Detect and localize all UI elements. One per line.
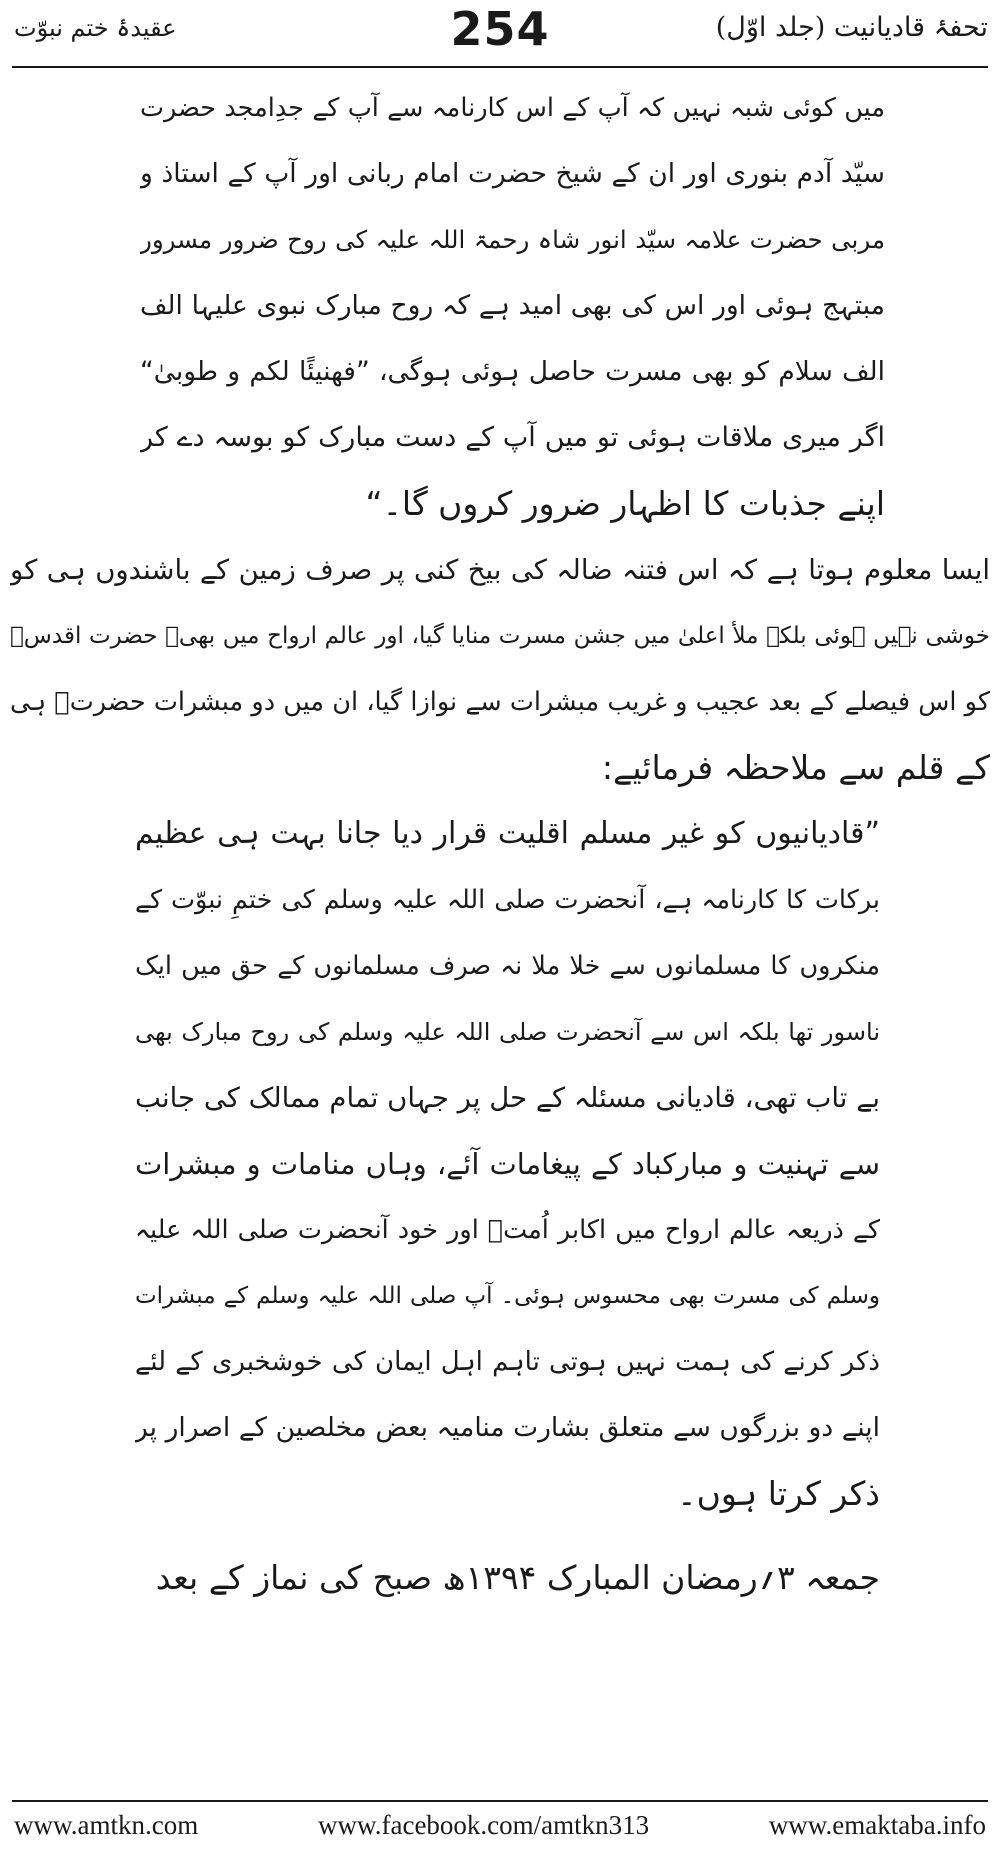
quote1-line: مبتہج ہوئی اور اس کی بھی امید ہے کہ روح مبارک نبوی علیہا الف xyxy=(140,290,885,321)
footer-divider xyxy=(12,1800,988,1802)
quote1-line: اگر میری ملاقات ہوئی تو میں آپ کے دست مبارک کو بوسہ دے کر xyxy=(140,422,885,453)
quote1-line: اپنے جذبات کا اظہار ضرور کروں گا۔“ xyxy=(365,484,885,523)
paragraph-line: ایسا معلوم ہوتا ہے کہ اس فتنہ ضالہ کی بیخ کنی پر صرف زمین کے باشندوں ہی کو xyxy=(10,554,990,586)
book-title: تحفۂ قادیانیت (جلد اوّل) xyxy=(715,12,988,43)
footer-link-emaktaba[interactable]: www.emaktaba.info xyxy=(768,1810,986,1840)
quote1-line: مربی حضرت علامہ سیّد انور شاہ رحمۃ اللہ علیہ کی روح ضرور مسرور xyxy=(140,225,885,254)
quote2-line: سے تہنیت و مبارکباد کے پیغامات آئے، وہاں منامات و مبشرات xyxy=(135,1147,880,1181)
paragraph-line: کے قلم سے ملاحظہ فرمائیے: xyxy=(601,748,990,787)
header-divider xyxy=(12,66,988,68)
quote2-line: کے ذریعہ عالم ارواح میں اکابر اُمتؒ اور خود آنحضرت صلی اللہ علیہ xyxy=(135,1215,880,1245)
quote2-line: منکروں کا مسلمانوں سے خلا ملا نہ صرف مسلمانوں کے حق میں ایک xyxy=(135,951,880,981)
quote2-line: بے تاب تھی، قادیانی مسئلہ کے حل پر جہاں تمام ممالک کی جانب xyxy=(135,1082,880,1114)
quote1-line: سیّد آدم بنوری اور ان کے شیخ حضرت امام ربانی اور آپ کے استاذ و xyxy=(140,158,885,189)
page-footer xyxy=(0,1806,1000,1850)
quote1-line: میں کوئی شبہ نہیں کہ آپ کے اس کارنامہ سے آپ کے جدِامجد حضرت xyxy=(140,93,885,123)
closing-date-line: جمعہ ۳؍رمضان المبارک ۱۳۹۴ھ صبح کی نماز کے بعد xyxy=(155,1558,880,1597)
footer-link-amtkn[interactable]: www.amtkn.com xyxy=(14,1810,199,1840)
quote2-line: ذکر کرنے کی ہمت نہیں ہوتی تاہم اہل ایمان کی خوشخبری کے لئے xyxy=(135,1347,880,1377)
page-body xyxy=(0,78,1000,1788)
quote2-line: ”قادیانیوں کو غیر مسلم اقلیت قرار دیا جانا بہت ہی عظیم xyxy=(135,816,880,851)
quote2-line: ذکر کرتا ہوں۔ xyxy=(677,1474,880,1513)
section-title: عقیدۂ ختم نبوّت xyxy=(14,14,177,42)
quote2-line: اپنے دو بزرگوں سے متعلق بشارت منامیہ بعض مخلصین کے اصرار پر xyxy=(135,1412,880,1443)
quote2-line: برکات کا کارنامہ ہے، آنحضرت صلی اللہ علیہ وسلم کی ختمِ نبوّت کے xyxy=(135,885,880,915)
paragraph-line: خوشی نہیں ہوئی بلکہ ملأ اعلیٰ میں جشن مسرت منایا گیا، اور عالم ارواح میں بھی۔ حضرت اقدسؒ xyxy=(10,623,990,649)
page-number: 254 xyxy=(450,2,550,56)
page-header xyxy=(0,0,1000,62)
quote2-line: وسلم کی مسرت بھی محسوس ہوئی۔ آپ صلی اللہ علیہ وسلم کے مبشرات xyxy=(135,1283,880,1309)
footer-link-facebook[interactable]: www.facebook.com/amtkn313 xyxy=(318,1810,650,1840)
quote1-line: الف سلام کو بھی مسرت حاصل ہوئی ہوگی، ”فھنیئًا لکم و طوبیٰ“ xyxy=(140,356,885,387)
quote2-line: ناسور تھا بلکہ اس سے آنحضرت صلی اللہ علیہ وسلم کی روح مبارک بھی xyxy=(135,1018,880,1046)
paragraph-line: کو اس فیصلے کے بعد عجیب و غریب مبشرات سے نوازا گیا، ان میں دو مبشرات حضرتؒ ہی xyxy=(10,687,990,717)
